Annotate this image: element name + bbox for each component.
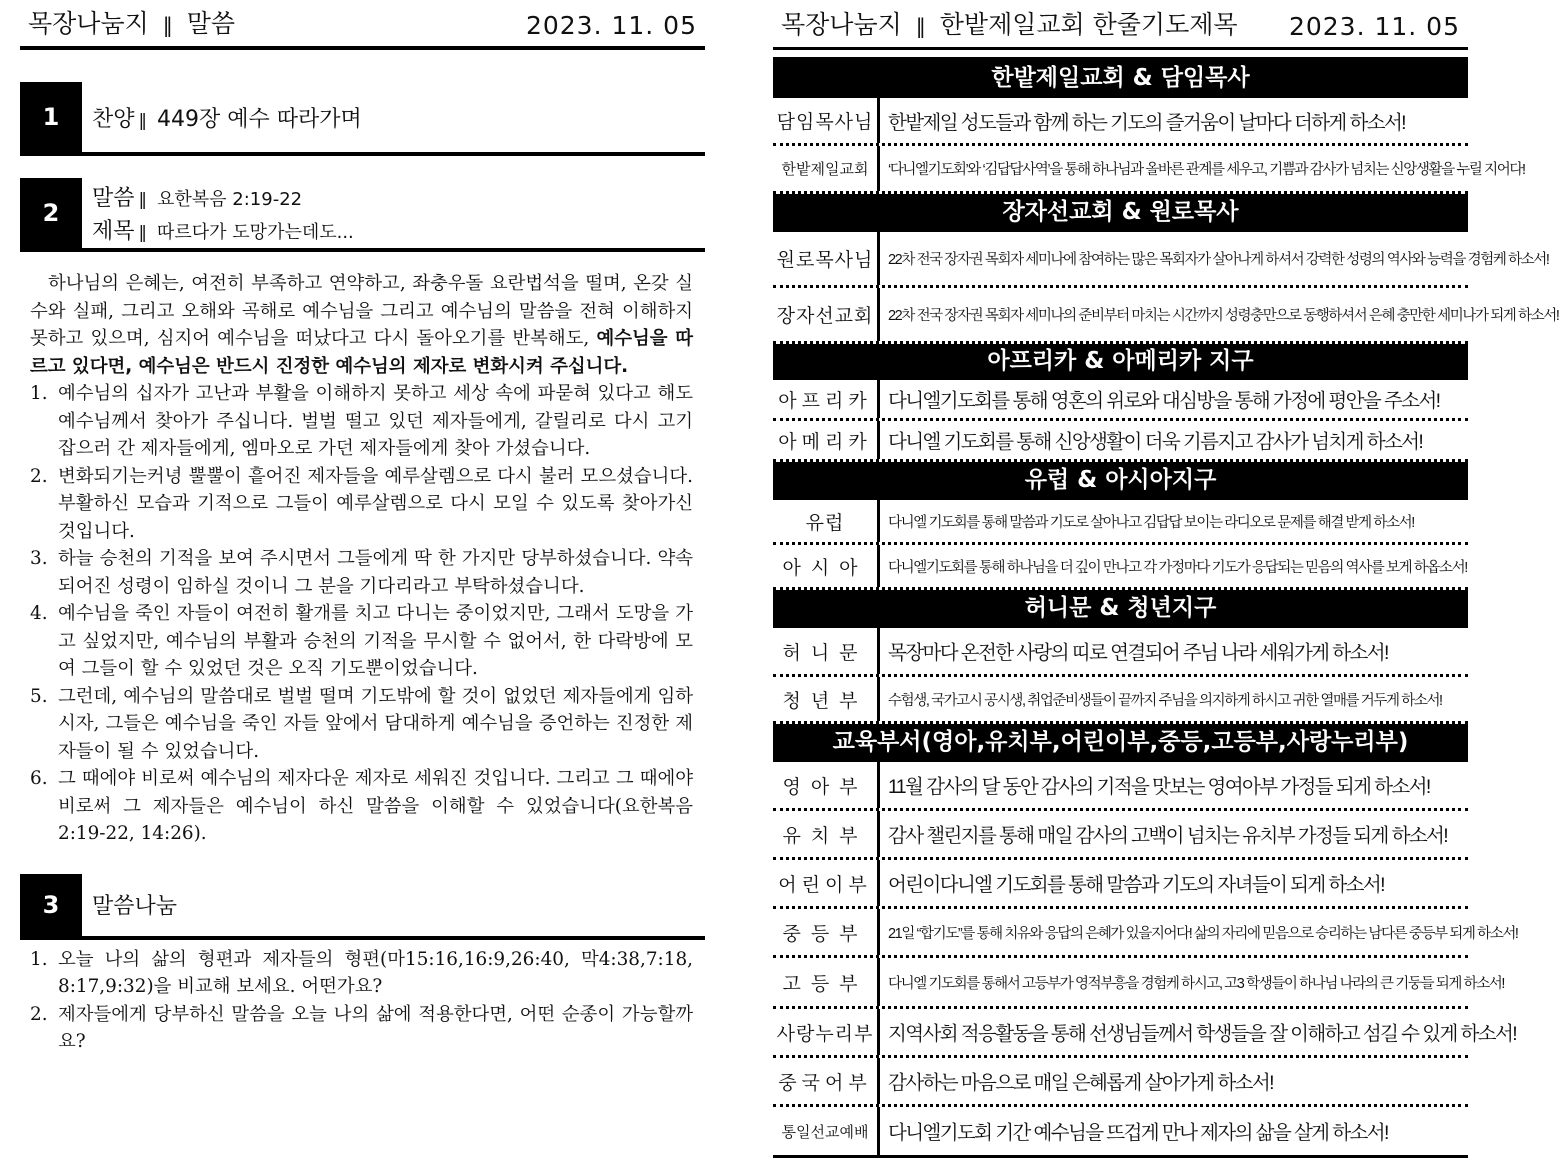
point-text: 변화되기는커녕 뿔뿔이 흩어진 제자들을 예루살렘으로 다시 불러 모으셨습니다. 부활하신 모습과 기적으로 그들이 예루살렘으로 다시 모일 수 있도록 찾아가신 것입니다. (58, 465, 693, 542)
prayer-row-label: 아시아 (773, 545, 880, 587)
prayer-row (773, 860, 1468, 909)
prayer-row-label: 유치부 (773, 811, 880, 857)
questions (20, 946, 705, 1056)
prayer-row-text: 한밭제일 성도들과 함께 하는 기도의 즐거움이 날마다 더하게 하소서! (888, 111, 1405, 134)
section-2: 2 말씀 ‖ 요한복음 2:19-22 제목 ‖ 따르다가 도망가는데도... (20, 178, 705, 252)
sermon-points (30, 380, 693, 848)
prayer-row-label: 어린이부 (773, 860, 880, 906)
prayer-row (773, 146, 1525, 194)
question-number: 2. (30, 1003, 48, 1025)
section-number: 1 (20, 82, 82, 152)
prayer-row-text: 목장마다 온전한 사랑의 띠로 연결되어 주님 나라 세워가게 하소서! (888, 642, 1388, 664)
prayer-row-text: 수험생, 국가고시 공시생, 취업준비생들이 끝까지 주님을 의지하게 하시고 귀한 열매를 거두게 하소서! (888, 692, 1442, 709)
point-text: 하늘 승천의 기적을 보여 주시면서 그들에게 딱 한 가지만 당부하셨습니다. 약속되어진 성령이 임하실 것이니 그 분을 기다리라고 부탁하셨습니다. (58, 548, 693, 597)
prayer-row-text: 11월 감사의 달 동안 감사의 기적을 맛보는 영여아부 가정들 되게 하소서! (888, 776, 1430, 798)
prayer-group-header: 장자선교회 & 원로목사 (773, 194, 1468, 232)
prayer-row (773, 288, 1559, 344)
point-text: 예수님을 죽인 자들이 여전히 활개를 치고 다니는 중이었지만, 그래서 도망을 가고 싶었지만, 예수님의 부활과 승천의 기적을 무시할 수 없어서, 한 다락방에 모여 그들이 할 수 있었던 것은 오직 기도뿐이었습니다. (58, 603, 693, 679)
question-number: 1. (30, 948, 48, 970)
sermon-point (30, 683, 693, 766)
prayer-row-text: 감사하는 마음으로 매일 은혜롭게 살아가게 하소서! (888, 1072, 1273, 1094)
prayer-row-label: 고등부 (773, 958, 880, 1006)
point-number: 2. (30, 465, 48, 487)
prayer-row-label: 한밭제일교회 (773, 146, 880, 191)
prayer-row-label: 장자선교회 (773, 288, 880, 341)
prayer-row (773, 677, 1468, 724)
prayer-table (773, 57, 1559, 1158)
question-item (30, 1001, 693, 1056)
left-header-section: 말씀 (186, 9, 236, 38)
sermon-intro: 하나님의 은혜는, 여전히 부족하고 연약하고, 좌충우돌 요란법석을 떨며, 온갖 실수와 실패, 그리고 오해와 곡해로 예수님을 그리고 예수님의 말씀을 전혀 이해하지 못하고 있으며, 심지어 예수님을 떠났다고 다시 돌아오기를 반복해도, 예수님을 따르고 있다면, 예수님은 반드시 진정한 예수님의 제자로 변화시켜 주십니다. (30, 273, 694, 377)
sermon-point (30, 600, 693, 683)
prayer-row-text: 다니엘기도회를 통해 하나님을 더 깊이 만나고 각 가정마다 기도가 응답되는 믿음의 역사를 보게 하옵소서! (888, 559, 1467, 576)
prayer-row-text: 22차 전국 장자권 목회자 세미나의 준비부터 마치는 시간까지 성령충만으로 동행하셔서 은혜 충만한 세미나가 되게 하소서! (888, 308, 1559, 324)
question-text: 제자들에게 당부하신 말씀을 오늘 나의 삶에 적용한다면, 어떤 순종이 가능할까요? (58, 1003, 693, 1052)
prayer-row-text: 다니엘기도회 기간 예수님을 뜨겁게 만나 제자의 삶을 살게 하소서! (888, 1122, 1388, 1144)
prayer-row-text: 다니엘 기도회를 통해 말씀과 기도로 살아나고 김답답 보이는 라디오로 문제를 해결 받게 하소서! (888, 514, 1414, 531)
section-3 (20, 874, 705, 940)
sermon-point (30, 545, 693, 600)
prayer-row-text: 22차 전국 장자권 목회자 세미나에 참여하는 많은 목회자가 살아나게 하셔서 강력한 성령의 역사와 능력을 경험케 하소서! (888, 252, 1549, 268)
prayer-group-header: 아프리카 & 아메리카 지구 (773, 344, 1468, 380)
prayer-row (773, 421, 1468, 462)
prayer-row (773, 1107, 1468, 1158)
question-item (30, 946, 693, 1001)
prayer-row-text: 다니엘 기도회를 통해 신앙생활이 더욱 기름지고 감사가 넘치게 하소서! (888, 431, 1423, 453)
section-number: 3 (20, 874, 82, 936)
prayer-row (773, 811, 1468, 860)
prayer-row-label: 사랑누리부 (773, 1009, 880, 1055)
point-number: 1. (30, 383, 48, 404)
sermon-point (30, 765, 693, 848)
prayer-row (773, 909, 1518, 958)
sermon-intro-bold: 예수님을 따르고 있다면, 예수님은 반드시 진정한 예수님의 제자로 변화시켜 주십니다. (30, 328, 694, 377)
prayer-row (773, 958, 1505, 1009)
question-list (30, 946, 693, 1056)
prayer-row-label: 아프리카 (773, 380, 880, 418)
left-header-date: 2023. 11. 05 (525, 11, 697, 40)
point-number: 3. (30, 548, 48, 569)
point-number: 5. (30, 685, 48, 707)
sermon-point (30, 463, 693, 546)
section-number: 2 (20, 178, 82, 248)
sermon-point (30, 380, 693, 463)
left-header: 목장나눔지 ‖ 말씀 2023. 11. 05 (20, 0, 705, 50)
prayer-row-label: 유럽 (773, 500, 880, 542)
prayer-group-header: 교육부서(영아,유치부,어린이부,중등,고등부,사랑누리부) (773, 724, 1468, 762)
prayer-row-text: ‘다니엘기도회’와 ‘김답답사역’을 통해 하나님과 올바른 관계를 세우고, 기쁨과 감사가 넘치는 신앙생활을 누릴 지어다! (888, 162, 1525, 178)
point-text: 그 때에야 비로써 예수님의 제자다운 제자로 세워진 것입니다. 그리고 그 때에야 비로써 그 제자들은 예수님이 하신 말씀을 이해할 수 있었습니다(요한복음 2:19-22, 14:26). (58, 768, 693, 844)
prayer-row-label: 아메리카 (773, 421, 880, 459)
point-number: 6. (30, 768, 48, 789)
prayer-row-text: 다니엘기도회를 통해 영혼의 위로와 대심방을 통해 가정에 평안을 주소서! (888, 390, 1440, 412)
prayer-row (773, 380, 1468, 421)
prayer-row (773, 232, 1549, 288)
prayer-row-text: 지역사회 적응활동을 통해 선생님들께서 학생들을 잘 이해하고 섬길 수 있게 하소서! (888, 1023, 1517, 1045)
point-number: 4. (30, 603, 48, 624)
point-text: 예수님의 십자가 고난과 부활을 이해하지 못하고 세상 속에 파묻혀 있다고 해도 예수님께서 찾아가 주십니다. 벌벌 떨고 있던 제자들에게, 갈릴리로 다시 고기 잡으러 간 제자들에게, 엠마오로 가던 제자들에게 찾아 가셨습니다. (58, 383, 693, 459)
prayer-row-label: 영아부 (773, 762, 880, 808)
prayer-row (773, 1009, 1517, 1058)
sharing-label: 말씀나눔 (92, 894, 178, 919)
prayer-row-text: 어린이다니엘 기도회를 통해 말씀과 기도의 자녀들이 되게 하소서! (888, 874, 1384, 896)
prayer-row (773, 762, 1468, 811)
prayer-row-label: 허니문 (773, 628, 880, 674)
left-page (20, 0, 705, 1056)
prayer-row (773, 628, 1468, 677)
right-header-title: 목장나눔지 (781, 10, 902, 39)
question-text: 오늘 나의 삶의 형편과 제자들의 형편(마15:16,16:9,26:40, 막4:38,7:18, 8:17,9:32)을 비교해 보세요. 어떤가요? (58, 948, 693, 997)
prayer-row-label: 담임목사님 (773, 98, 880, 143)
left-header-title: 목장나눔지 (28, 9, 149, 38)
scripture-value: 요한복음 2:19-22 (157, 189, 303, 210)
right-header: 목장나눔지 ‖ 한밭제일교회 한줄기도제목 2023. 11. 05 (773, 0, 1468, 50)
prayer-row (773, 98, 1468, 146)
prayer-row-text: 21일 “합기도”를 통해 치유와 응답의 은혜가 있을지어다! 삶의 자리에 믿음으로 승리하는 남다른 중등부 되게 하소서! (888, 925, 1518, 942)
prayer-row-label: 중등부 (773, 909, 880, 955)
prayer-row (773, 545, 1468, 590)
prayer-group-header: 유럽 & 아시아지구 (773, 462, 1468, 500)
prayer-row-label: 원로목사님 (773, 232, 880, 285)
prayer-row (773, 1058, 1468, 1107)
sermon-title-value: 따르다가 도망가는데도... (157, 222, 354, 243)
hymn-value: 449장 예수 따라가며 (157, 106, 362, 132)
sermon-body (20, 270, 705, 848)
prayer-row-label: 중국어부 (773, 1058, 880, 1104)
section-1: 1 찬양 ‖ 449장 예수 따라가며 (20, 82, 705, 156)
point-text: 그런데, 예수님의 말씀대로 벌벌 떨며 기도밖에 할 것이 없었던 제자들에게 임하시자, 그들은 예수님을 죽인 자들 앞에서 담대하게 예수님을 증언하는 진정한 제자들이 될 수 있었습니다. (58, 685, 693, 762)
prayer-row (773, 500, 1468, 545)
prayer-group-header: 허니문 & 청년지구 (773, 590, 1468, 628)
prayer-group-header: 한밭제일교회 & 담임목사 (773, 60, 1468, 98)
right-header-section: 한밭제일교회 한줄기도제목 (939, 10, 1238, 39)
prayer-row-text: 다니엘 기도회를 통해서 고등부가 영적부흥을 경험케 하시고, 고3 학생들이 하나님 나라의 큰 기둥들 되게 하소서! (888, 975, 1505, 992)
right-page (773, 0, 1559, 1158)
prayer-row-label: 청년부 (773, 677, 880, 721)
prayer-row-text: 감사 챌린지를 통해 매일 감사의 고백이 넘치는 유치부 가정들 되게 하소서! (888, 825, 1448, 847)
prayer-row-label: 통일선교예배 (773, 1107, 880, 1155)
right-header-date: 2023. 11. 05 (1288, 12, 1460, 41)
